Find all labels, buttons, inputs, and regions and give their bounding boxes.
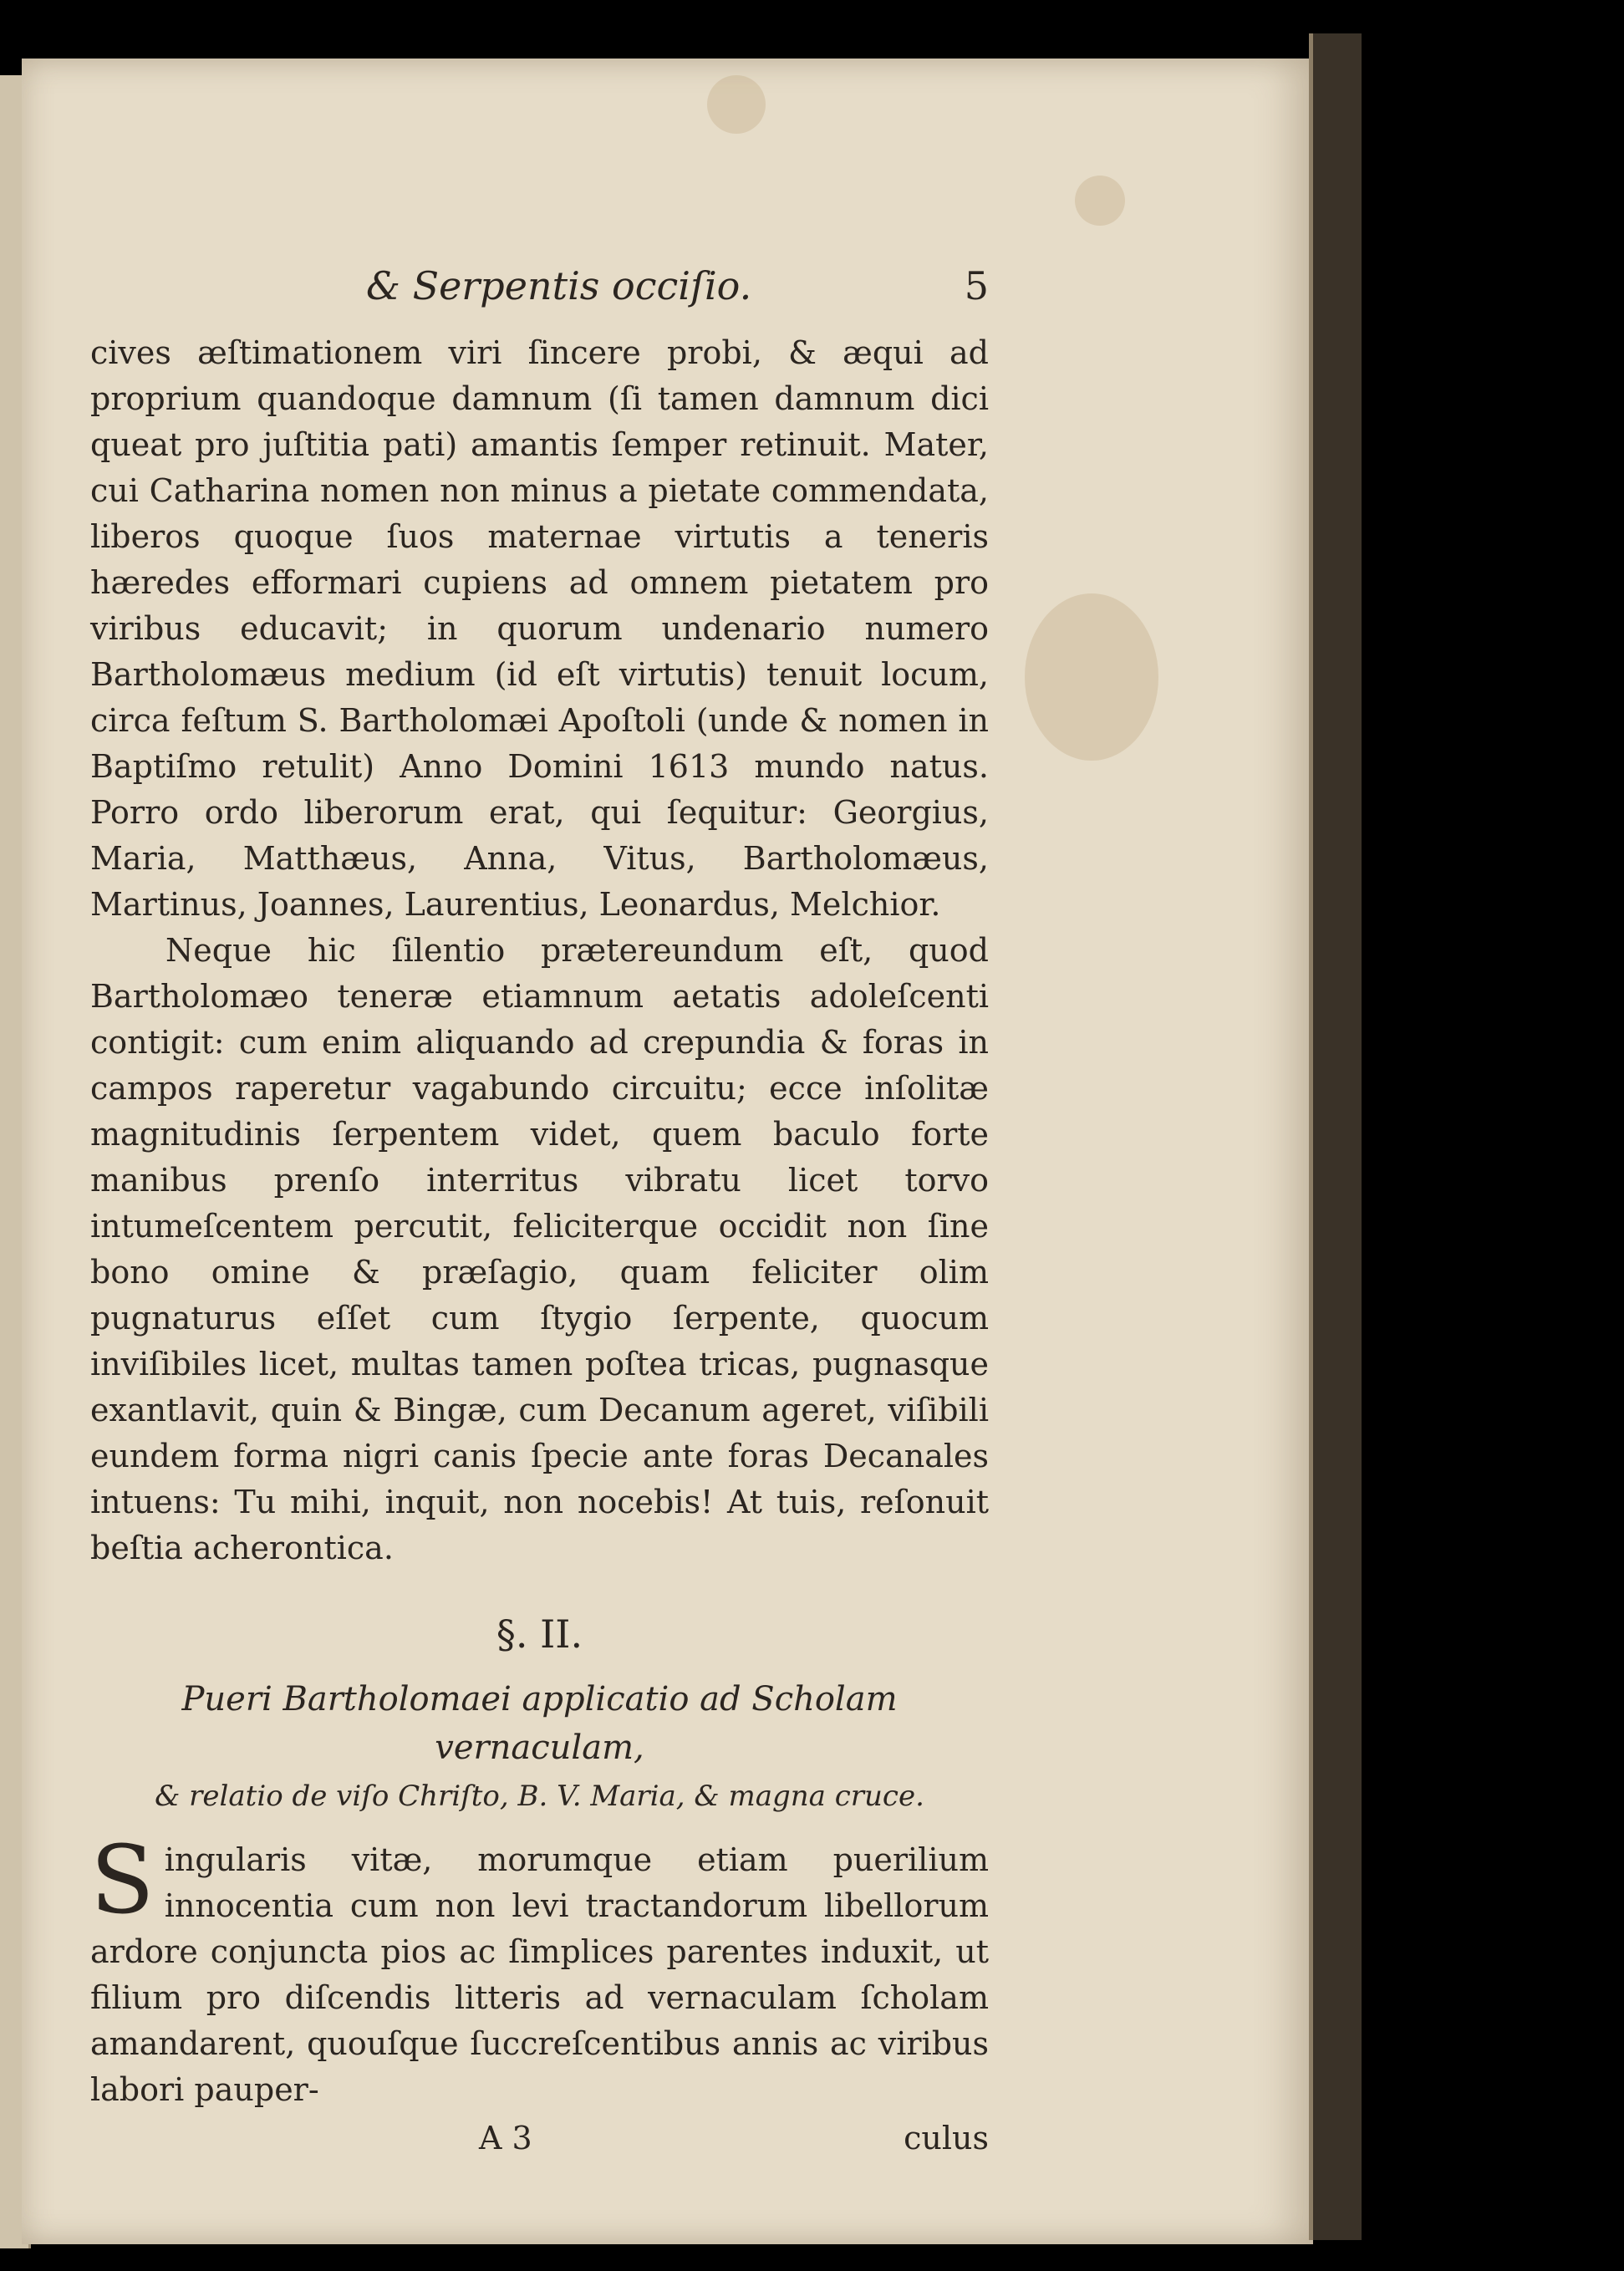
paper-stain xyxy=(1075,176,1125,226)
paragraph-2: Neque hic ſilentio prætereundum eſt, quod Bartholomæo teneræ etiamnum aetatis adoleſcenti contigit: cum enim aliquando ad crepundia & foras in campos raperetur vagabundo circuitu; ecce inſolitæ magnitudinis ſerpentem videt, quem baculo forte manibus prenſo interritus vibratu licet torvo intumeſcentem percutit, feliciterque occidit non ſine bono omine & præſagio, quam feliciter olim pugnaturus eſſet cum ſtygio ſerpente, quocum inviſibiles licet, multas tamen poſtea tricas, pugnasque exantlavit, quin & Bingæ, cum Decanum ageret, viſibili eundem forma nigri canis ſpecie ante foras Decanales intuens: Tu mihi, inquit, non nocebis! At tuis, reſonuit beſtia acherontica. xyxy=(90,932,989,1566)
section-title-line-1: Pueri Bartholomaei applicatio ad Scholam vernaculam, xyxy=(181,1680,898,1767)
section-paragraph xyxy=(90,1826,989,2113)
paragraph-1: cives æſtimationem viri ſincere probi, & æqui ad proprium quandoque damnum (ſi tamen damnum dici queat pro juſtitia pati) amantis ſemper retinuit. Mater, cui Catharina nomen non minus a pietate commendata, liberos quoque ſuos maternae virtutis a teneris hæredes efformari cupiens ad omnem pietatem pro viribus educavit; in quorum undenario numero Bartholomæus medium (id eſt virtutis) tenuit locum, circa feſtum S. Bartholomæi Apoſtoli (unde & nomen in Baptiſmo retulit) Anno Domini 1613 mundo natus. Porro ordo liberorum erat, qui ſequitur: Georgius, Maria, Matthæus, Anna, Vitus, Bartholomæus, Martinus, Joannes, Laurentius, Leonardus, Melchior. xyxy=(90,334,989,923)
section-title-line-2: & relatio de viſo Chriſto, B. V. Maria, & magna cruce. xyxy=(155,1780,924,1813)
running-title: & Serpentis occiſio. xyxy=(366,263,752,308)
section-paragraph-text: ingularis vitæ, morumque etiam puerilium innocentia cum non levi tractandorum libellorum ardore conjuncta pios ac ſimplices parentes induxit, ut filium pro diſcendis litteris ad vernaculam ſcholam amandarent, quouſque ſuccreſcentibus annis ac viribus labori pauper- xyxy=(90,1841,989,2108)
paper-stain xyxy=(707,75,766,134)
signature-mark: A 3 xyxy=(479,2120,532,2156)
page-number: 5 xyxy=(964,263,989,308)
running-header xyxy=(90,263,989,330)
page-text-block xyxy=(90,263,989,2170)
section-number: §. II. xyxy=(496,1612,583,1657)
page-footer xyxy=(90,2120,989,2170)
book-cover-edge xyxy=(1309,33,1362,2240)
paper-stain xyxy=(1025,593,1158,761)
section-title xyxy=(90,1675,989,1820)
drop-cap: S xyxy=(90,1826,155,1935)
catchword: culus xyxy=(904,2120,989,2156)
